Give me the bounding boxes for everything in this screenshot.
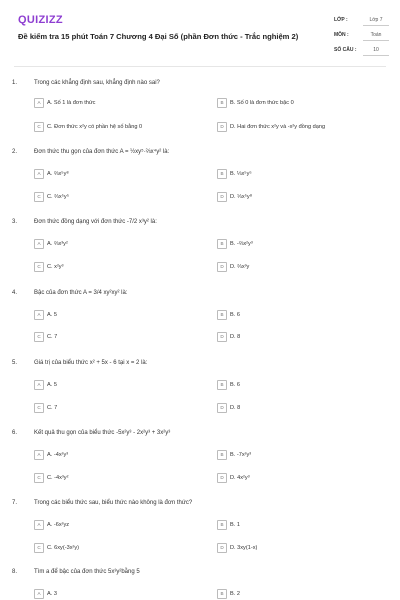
option-text: B. 2 (230, 591, 240, 597)
option-letter-box: D (217, 192, 227, 202)
question-count-value: 10 (363, 47, 389, 56)
question-text: Bậc của đơn thức A = 3/4 xy²xy² là: (34, 290, 128, 296)
option-text: B. 6 (230, 382, 240, 388)
option-letter-box: B (217, 450, 227, 460)
question-text: Giá trị của biểu thức x² + 5x - 6 tại x = 2 là: (34, 360, 148, 366)
option-letter-box: D (217, 403, 227, 413)
page-title: Đề kiểm tra 15 phút Toán 7 Chương 4 Đại Số (phần Đơn thức - Trắc nghiệm 2) (18, 32, 299, 41)
option-b[interactable] (217, 589, 240, 599)
option-text: B. 6 (230, 312, 240, 318)
question-number: 6. (12, 430, 18, 436)
option-text: D. 8 (230, 405, 241, 411)
option-letter-box: B (217, 169, 227, 179)
option-text: C. 6xy(-3x²y) (47, 545, 80, 551)
option-letter-box: B (217, 98, 227, 108)
option-letter-box: C (34, 473, 44, 483)
option-a[interactable] (34, 239, 68, 249)
subject-value: Toán (363, 32, 389, 41)
question-number: 2. (12, 149, 18, 155)
option-letter-box: A (34, 239, 44, 249)
option-text: B. -⅔x²y³ (230, 241, 253, 247)
option-d[interactable] (217, 403, 240, 413)
option-letter-box: D (217, 473, 227, 483)
option-text: A. -4x²y³ (47, 452, 69, 458)
option-d[interactable] (217, 473, 250, 483)
option-text: A. 5 (47, 382, 57, 388)
option-letter-box: D (217, 262, 227, 272)
option-text: A. 5 (47, 312, 57, 318)
option-letter-box: C (34, 543, 44, 553)
header (0, 0, 400, 62)
question-text: Kết quả thu gọn của biểu thức -5x²y³ - 2x²y³ + 3x²y³ (34, 430, 171, 436)
option-b[interactable] (217, 169, 252, 179)
option-text: C. 7 (47, 405, 58, 411)
quizizz-logo: QUIZIZZ (18, 14, 63, 26)
question-number: 8. (12, 569, 18, 575)
question-text: Trong các biểu thức sau, biểu thức nào không là đơn thức? (34, 500, 193, 506)
option-text: A. -6x²yz (47, 522, 70, 528)
question-count-label: SỐ CÂU : (334, 47, 357, 53)
option-text: C. x²y³ (47, 264, 64, 270)
option-letter-box: A (34, 98, 44, 108)
option-text: C. Đơn thức x²y có phần hệ số bằng 0 (47, 124, 143, 130)
option-a[interactable] (34, 520, 69, 530)
option-text: D. ⅓x⁵y⁸ (230, 194, 253, 200)
option-letter-box: D (217, 122, 227, 132)
option-letter-box: A (34, 450, 44, 460)
option-letter-box: A (34, 310, 44, 320)
option-b[interactable] (217, 310, 240, 320)
option-letter-box: A (34, 169, 44, 179)
question-text: Đơn thức thu gọn của đơn thức A = ½xy⁵·⅔x⁴y² là: (34, 149, 170, 155)
option-letter-box: C (34, 122, 44, 132)
option-d[interactable] (217, 122, 325, 132)
question-text: Trong các khẳng định sau, khẳng định nào sai? (34, 80, 160, 86)
option-c[interactable] (34, 332, 57, 342)
option-text: C. ⅔x⁵y⁵ (47, 194, 70, 200)
option-letter-box: B (217, 589, 227, 599)
option-a[interactable] (34, 310, 57, 320)
option-text: D. Hai đơn thức x²y và -x²y đồng dạng (230, 124, 326, 130)
option-text: C. -4x³y² (47, 475, 69, 481)
option-text: B. 1 (230, 522, 240, 528)
option-b[interactable] (217, 380, 240, 390)
option-text: B. ⅓x⁵y⁵ (230, 171, 252, 177)
option-c[interactable] (34, 122, 142, 132)
option-text: D. ⅔x³y (230, 264, 250, 270)
option-d[interactable] (217, 543, 257, 553)
option-a[interactable] (34, 380, 57, 390)
option-text: D. 8 (230, 334, 241, 340)
question-number: 1. (12, 80, 18, 86)
option-letter-box: A (34, 380, 44, 390)
option-b[interactable] (217, 450, 251, 460)
option-letter-box: A (34, 589, 44, 599)
option-letter-box: B (217, 310, 227, 320)
question-number: 4. (12, 290, 18, 296)
option-a[interactable] (34, 169, 69, 179)
option-d[interactable] (217, 262, 249, 272)
option-letter-box: D (217, 543, 227, 553)
question-text: Đơn thức đồng dạng với đơn thức -7/2 x³y² là: (34, 219, 157, 225)
question-number: 7. (12, 500, 18, 506)
option-text: A. ⅔x⁵y⁸ (47, 171, 69, 177)
option-text: A. ⅔x³y² (47, 241, 68, 247)
option-letter-box: C (34, 332, 44, 342)
option-d[interactable] (217, 332, 240, 342)
option-letter-box: C (34, 403, 44, 413)
option-letter-box: B (217, 520, 227, 530)
option-b[interactable] (217, 239, 253, 249)
option-text: B. Số 0 là đơn thức bậc 0 (230, 100, 294, 106)
option-text: C. 7 (47, 334, 58, 340)
option-letter-box: A (34, 520, 44, 530)
divider (14, 66, 386, 67)
class-label: LỚP : (334, 17, 348, 23)
option-text: D. 4x²y³ (230, 475, 250, 481)
option-text: A. Số 1 là đơn thức (47, 100, 96, 106)
option-d[interactable] (217, 192, 252, 202)
option-c[interactable] (34, 192, 69, 202)
class-value: Lớp 7 (363, 17, 389, 26)
option-text: A. 3 (47, 591, 57, 597)
option-c[interactable] (34, 473, 68, 483)
question-number: 5. (12, 360, 18, 366)
option-c[interactable] (34, 543, 79, 553)
option-b[interactable] (217, 98, 294, 108)
subject-label: MÔN : (334, 32, 349, 38)
question-number: 3. (12, 219, 18, 225)
option-letter-box: D (217, 332, 227, 342)
option-text: B. -7x²y³ (230, 452, 252, 458)
question-text: Tìm a để bậc của đơn thức 5x³y²bằng 5 (34, 569, 140, 575)
option-a[interactable] (34, 450, 68, 460)
option-letter-box: B (217, 239, 227, 249)
option-letter-box: C (34, 192, 44, 202)
option-a[interactable] (34, 589, 57, 599)
option-a[interactable] (34, 98, 95, 108)
option-c[interactable] (34, 403, 57, 413)
option-text: D. 3xy(1-x) (230, 545, 258, 551)
option-b[interactable] (217, 520, 240, 530)
option-letter-box: C (34, 262, 44, 272)
option-c[interactable] (34, 262, 63, 272)
option-letter-box: B (217, 380, 227, 390)
